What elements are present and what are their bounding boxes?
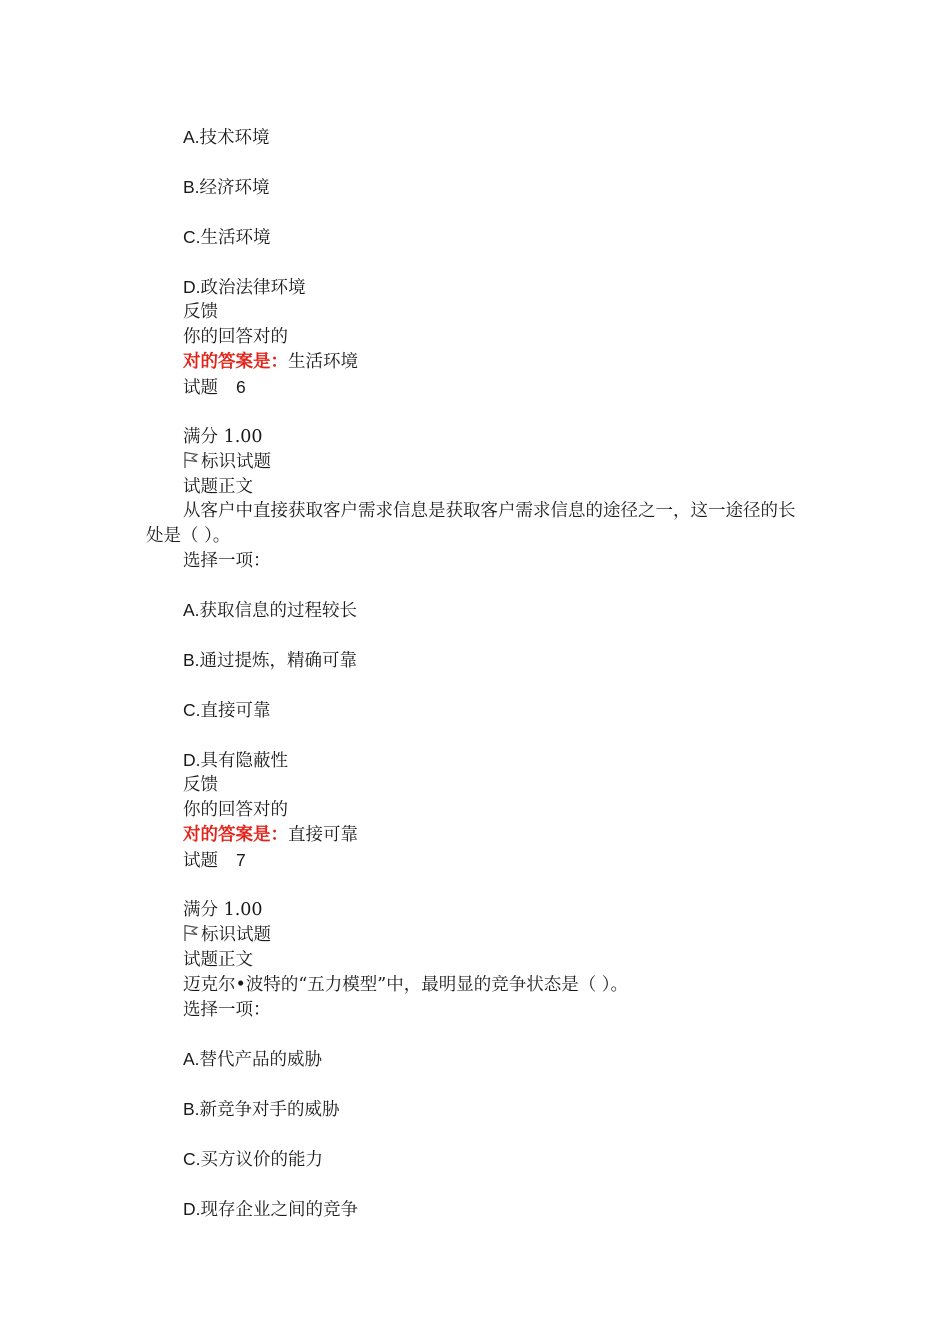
q6-flag-question[interactable] bbox=[183, 450, 271, 474]
option-letter: C. bbox=[183, 700, 201, 720]
q6-option-c[interactable] bbox=[183, 698, 271, 723]
q6-title bbox=[183, 375, 246, 400]
option-letter: A. bbox=[183, 127, 200, 147]
question-number: 6 bbox=[236, 377, 246, 397]
q6-score: 满分 1.00 bbox=[183, 427, 263, 447]
option-text: 具有隐蔽性 bbox=[200, 751, 288, 771]
option-text: 政治法律环境 bbox=[200, 278, 306, 298]
option-letter: D. bbox=[183, 1199, 201, 1219]
answer-label: 对的答案是： bbox=[183, 352, 288, 372]
answer-label: 对的答案是： bbox=[183, 825, 288, 845]
question-title: 试题 bbox=[183, 378, 218, 398]
q6-correct-answer bbox=[183, 823, 358, 847]
q6-option-a[interactable] bbox=[183, 598, 357, 623]
option-text: 经济环境 bbox=[199, 178, 270, 198]
answer-text: 生活环境 bbox=[288, 352, 358, 372]
flag-label: 标识试题 bbox=[201, 452, 271, 472]
question-number: 7 bbox=[236, 850, 246, 870]
q7-title bbox=[183, 848, 246, 873]
option-letter: A. bbox=[183, 600, 200, 620]
q7-question-text: 迈克尔•波特的“五力模型”中，最明显的竞争状态是（ ）。 bbox=[183, 975, 629, 995]
q7-option-b[interactable] bbox=[183, 1097, 340, 1122]
option-letter: C. bbox=[183, 227, 201, 247]
option-letter: B. bbox=[183, 1099, 200, 1119]
question-title: 试题 bbox=[183, 851, 218, 871]
q6-option-d[interactable] bbox=[183, 748, 288, 773]
option-text: 买方议价的能力 bbox=[200, 1150, 323, 1170]
q7-select-prompt: 选择一项： bbox=[183, 1000, 271, 1020]
option-letter: B. bbox=[183, 650, 200, 670]
option-text: 新竞争对手的威胁 bbox=[199, 1100, 340, 1120]
flag-icon bbox=[183, 924, 199, 942]
q5-feedback-label: 反馈 bbox=[183, 302, 218, 322]
option-text: 生活环境 bbox=[200, 228, 271, 248]
q5-option-c[interactable] bbox=[183, 225, 271, 250]
q6-result: 你的回答对的 bbox=[183, 800, 288, 820]
option-text: 通过提炼，精确可靠 bbox=[199, 651, 358, 671]
q7-option-a[interactable] bbox=[183, 1047, 322, 1072]
q5-correct-answer bbox=[183, 350, 358, 374]
option-letter: D. bbox=[183, 277, 201, 297]
option-text: 现存企业之间的竞争 bbox=[200, 1200, 358, 1220]
q6-feedback-label: 反馈 bbox=[183, 775, 218, 795]
q5-option-a[interactable] bbox=[183, 125, 270, 150]
q7-body-label: 试题正文 bbox=[183, 950, 253, 970]
q6-question-text: 从客户中直接获取客户需求信息是获取客户需求信息的途径之一，这一途径的长处是（ ）。 bbox=[146, 501, 796, 546]
q5-result: 你的回答对的 bbox=[183, 327, 288, 347]
q6-body-label: 试题正文 bbox=[183, 477, 253, 497]
q5-option-b[interactable] bbox=[183, 175, 270, 200]
option-text: 技术环境 bbox=[199, 128, 270, 148]
q5-option-d[interactable] bbox=[183, 275, 306, 300]
option-text: 替代产品的威胁 bbox=[199, 1050, 323, 1070]
option-letter: D. bbox=[183, 750, 201, 770]
q7-option-c[interactable] bbox=[183, 1147, 323, 1172]
q6-select-prompt: 选择一项： bbox=[183, 551, 271, 571]
option-letter: B. bbox=[183, 177, 200, 197]
q7-flag-question[interactable] bbox=[183, 923, 271, 947]
option-letter: C. bbox=[183, 1149, 201, 1169]
flag-icon bbox=[183, 451, 199, 469]
q6-option-b[interactable] bbox=[183, 648, 357, 673]
answer-text: 直接可靠 bbox=[288, 825, 358, 845]
option-text: 直接可靠 bbox=[200, 701, 271, 721]
option-letter: A. bbox=[183, 1049, 200, 1069]
option-text: 获取信息的过程较长 bbox=[199, 601, 358, 621]
q7-option-d[interactable] bbox=[183, 1197, 358, 1222]
flag-label: 标识试题 bbox=[201, 925, 271, 945]
q7-score: 满分 1.00 bbox=[183, 900, 263, 920]
